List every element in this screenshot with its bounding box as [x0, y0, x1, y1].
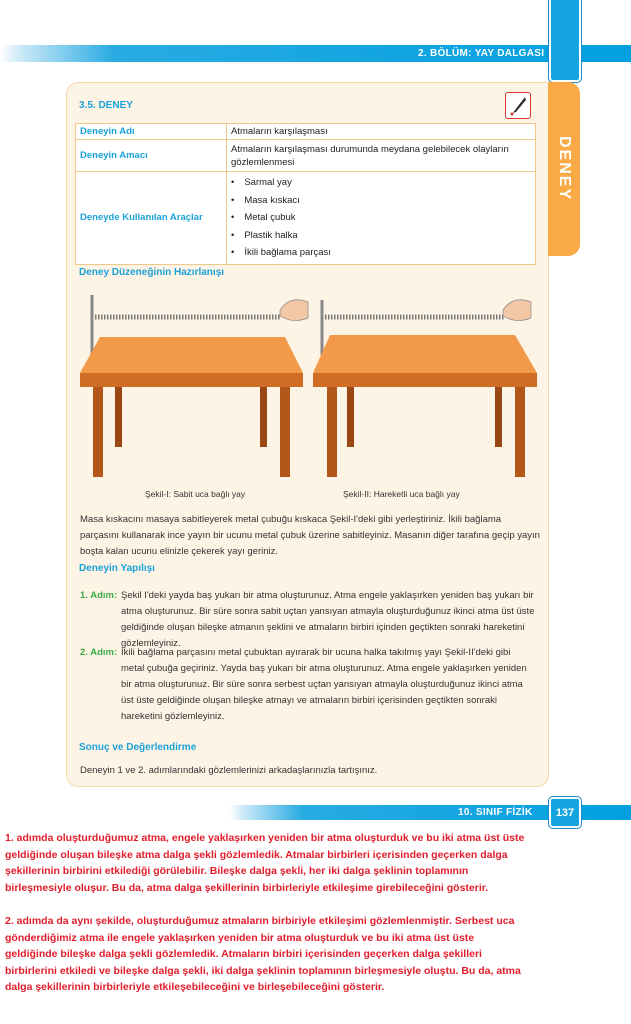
conclusion-text: Deneyin 1 ve 2. adımlarındaki gözlemlerinizi arkadaşlarınızla tartışınız. [80, 765, 378, 776]
name-label: Deneyin Adı [76, 124, 227, 140]
chapter-title: 2. BÖLÜM: YAY DALGASI [418, 48, 545, 59]
figure-2-caption: Şekil-II: Hareketli uca bağlı yay [343, 489, 460, 499]
material-item: • Masa kıskacı [231, 192, 531, 210]
figure-1-caption: Şekil-I: Sabit uca bağlı yay [145, 489, 246, 499]
setup-illustration [75, 285, 540, 485]
setup-text: Masa kıskacını masaya sabitleyerek metal çubuğu kıskaca Şekil-I'deki gibi yerleştiriniz. İkili bağlama parçasını kullanarak ince yayın bir ucunu metal çubuk üzerine sabitleyiniz. Masanın diğer tarafına geçip yayın boşta kalan ucunu elinizle çekerek yayı geriniz. [80, 514, 540, 557]
book-title: 10. SINIF FİZİK [458, 807, 533, 818]
step-1-label: 1. Adım: [80, 590, 118, 601]
aim-value: Atmaların karşılaşması durumunda meydana gelebilecek olayların gözlemlenmesi [227, 140, 536, 172]
step-1 [80, 588, 535, 652]
name-value: Atmaların karşılaşması [227, 124, 536, 140]
materials-label: Deneyde Kullanılan Araçlar [76, 172, 227, 265]
setup-heading: Deney Düzeneğinin Hazırlanışı [79, 267, 225, 278]
figure-2-table [313, 300, 537, 477]
step-2 [80, 645, 535, 725]
pen-icon [505, 92, 531, 119]
figure-1-table [80, 295, 308, 477]
aim-label: Deneyin Amacı [76, 140, 227, 172]
step-1-text: Şekil I'deki yayda baş yukarı bir atma oluşturunuz. Atma engele yaklaşırken yeniden baş yukarı bir atma oluşturunuz. Bir süre sonra sabit uçtan yansıyan atmayla oluşturduğunuz ikinci atma üst üste geldiğinde oluşan bileşke atmanın şeklini ve atmaların birbiri içinden geçtikten sonraki hareketini gözlemleyiniz. [121, 590, 535, 649]
page-number: 137 [549, 797, 581, 828]
procedure-heading: Deneyin Yapılışı [79, 563, 155, 574]
side-tab [548, 82, 580, 256]
materials-list [231, 174, 531, 262]
material-item: • İkili bağlama parçası [231, 244, 531, 262]
material-item: • Sarmal yay [231, 174, 531, 192]
experiment-info-table [75, 123, 536, 265]
step-2-label: 2. Adım: [80, 647, 118, 658]
experiment-title: 3.5. DENEY [79, 100, 133, 111]
answer-paragraph-1: 1. adımda oluşturduğumuz atma, engele yaklaşırken yeniden bir atma oluşturduk ve bu iki atma üst üste geldiğinde oluşan bileşke atma dalga şekli gözlemledik. Atmalar birbirleri içerisinden geçerken dalga şekillerinin birbirini etkilediği görülebilir. Bileşke dalga şekli, her iki dalga şeklinin toplamının birleşmesiyle oluşur. Bu da, atma dalga şekillerinin birbirleriyle etkileşime girebileceğini gösterir. [5, 832, 525, 894]
answer-paragraph-2: 2. adımda da aynı şekilde, oluşturduğumuz atmaların birbiriyle etkileşimi gözlemlenmiştir. Serbest uca gönderdiğimiz atma ile engele yaklaşırken yeniden bir atma oluşturduk ve bu iki atma üst üste geldiğinde bileşke dalga şekli gözlemledik. Atmaların birbiri içerisinden geçerken dalga şekilleri birbirlerini etkiledi ve bileşke dalga şekli, iki dalga şeklinin toplamının birleşmesiyle oluştu. Bu da, atma dalga şekillerinin birbirleriyle etkileşebileceğini ve birleşebileceğini gösterir. [5, 915, 521, 993]
conclusion-heading: Sonuç ve Değerlendirme [79, 742, 197, 753]
material-item: • Metal çubuk [231, 209, 531, 227]
material-item: • Plastik halka [231, 227, 531, 245]
side-tab-label: DENEY [556, 136, 573, 202]
header-tab [549, 0, 581, 82]
step-2-text: İkili bağlama parçasını metal çubuktan ayırarak bir ucuna halka takılmış yayı Şekil-II'deki gibi metal çubuğa geçiriniz. Yayda baş yukarı bir atma oluşturunuz. Atma engele yaklaşırken yeniden bir atma oluşturunuz. Bir süre sonra serbest uçtan yansıyan atmayla oluşturduğunuz ikinci atma üst üste geldiğinde oluşan bileşke atmayı ve atmaların birbiri içerisinden geçtikten sonraki hareketini gözlemleyiniz. [121, 647, 527, 722]
